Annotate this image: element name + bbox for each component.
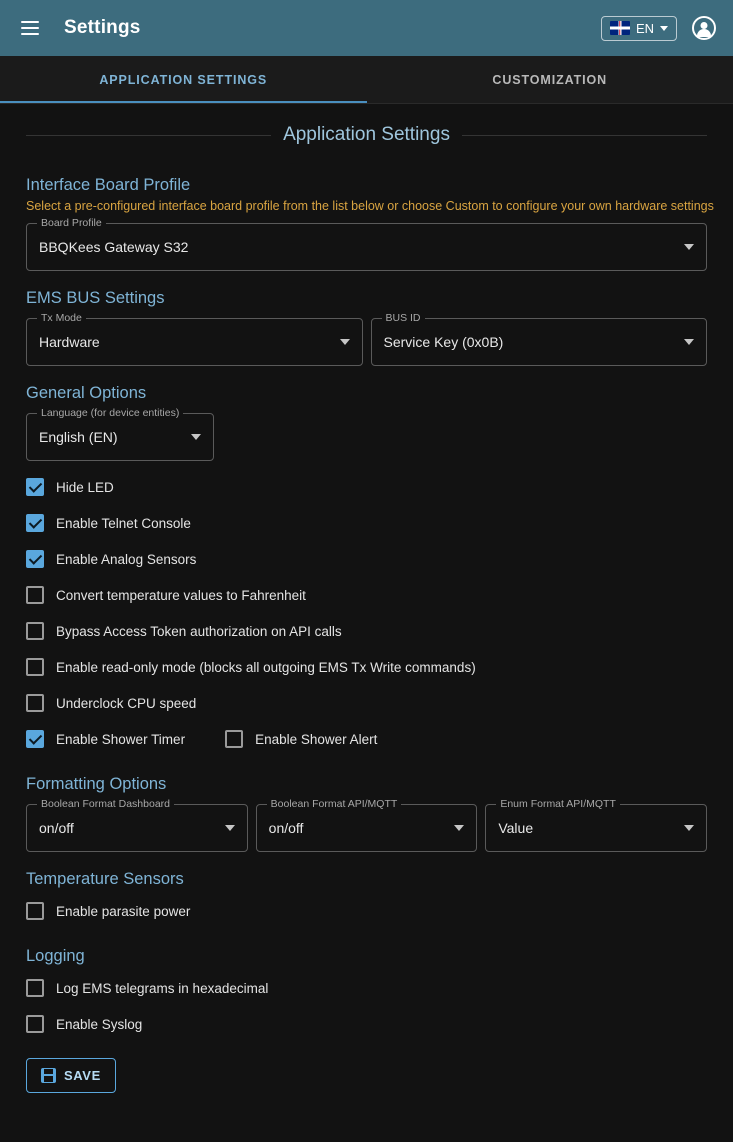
bus-id-legend: BUS ID: [382, 312, 425, 324]
tab-bar: [0, 56, 733, 104]
bus-id-value: Service Key (0x0B): [383, 334, 504, 350]
section-title-temperature-sensors: Temperature Sensors: [26, 870, 184, 888]
chevron-down-icon: [340, 339, 350, 345]
section-title-general-options: General Options: [26, 384, 147, 402]
chevron-down-icon: [684, 339, 694, 345]
checkbox-row-bypass-access-token[interactable]: [12, 613, 721, 649]
section-title-interface-board: Interface Board Profile: [26, 176, 191, 194]
boolean-format-api-legend: Boolean Format API/MQTT: [267, 798, 402, 810]
language-selector-label: EN: [635, 20, 654, 36]
checkbox-read-only-mode-label: Enable read-only mode (blocks all outgoing EMS Tx Write commands): [56, 659, 476, 675]
chevron-down-icon: [191, 434, 201, 440]
save-button[interactable]: [26, 1058, 116, 1093]
checkbox-enable-shower-timer-label: Enable Shower Timer: [56, 731, 186, 747]
checkbox-log-ems-telegrams-hex[interactable]: [26, 979, 44, 997]
tab-application-settings-label: APPLICATION SETTINGS: [99, 72, 268, 87]
formatting-options-row: [12, 798, 721, 852]
checkbox-bypass-access-token-label: Bypass Access Token authorization on API calls: [56, 623, 342, 639]
device-language-value: English (EN): [39, 429, 118, 445]
language-row: [12, 407, 721, 461]
chevron-down-icon: [225, 825, 235, 831]
checkbox-enable-shower-alert-label: Enable Shower Alert: [255, 731, 378, 747]
checkbox-row-enable-syslog[interactable]: [12, 1006, 721, 1042]
app-bar: [0, 0, 733, 56]
tx-mode-legend: Tx Mode: [37, 312, 86, 324]
boolean-format-api-value: on/off: [268, 820, 304, 836]
checkbox-read-only-mode[interactable]: [26, 658, 44, 676]
checkbox-row-hide-led[interactable]: [12, 469, 721, 505]
checkbox-enable-shower-timer[interactable]: [26, 730, 44, 748]
enum-format-api-value: Value: [498, 820, 534, 836]
tx-mode-value: Hardware: [39, 334, 100, 350]
ems-bus-row: [12, 312, 721, 366]
boolean-format-dashboard-legend: Boolean Format Dashboard: [37, 798, 174, 810]
checkbox-enable-telnet-console-label: Enable Telnet Console: [56, 515, 191, 531]
checkbox-row-log-hex[interactable]: [12, 970, 721, 1006]
section-title-formatting-options: Formatting Options: [26, 775, 167, 793]
bus-id-select[interactable]: [371, 312, 708, 366]
enum-format-api-legend: Enum Format API/MQTT: [496, 798, 620, 810]
checkbox-enable-parasite-power[interactable]: [26, 902, 44, 920]
app-title: Settings: [64, 17, 141, 38]
checkbox-bypass-access-token[interactable]: [26, 622, 44, 640]
enum-format-api-select[interactable]: [485, 798, 707, 852]
boolean-format-api-select[interactable]: [256, 798, 478, 852]
chevron-down-icon: [454, 825, 464, 831]
save-button-label: SAVE: [64, 1068, 101, 1083]
uk-flag-icon: [610, 21, 630, 35]
save-row: [12, 1042, 721, 1093]
chevron-down-icon: [684, 825, 694, 831]
divider-right: [462, 135, 707, 136]
save-disk-icon: [41, 1068, 56, 1083]
checkbox-convert-fahrenheit-label: Convert temperature values to Fahrenheit: [56, 587, 306, 603]
language-selector-button[interactable]: [601, 16, 677, 41]
checkbox-enable-syslog-label: Enable Syslog: [56, 1016, 143, 1032]
chevron-down-icon: [660, 26, 668, 31]
checkbox-enable-analog-sensors-label: Enable Analog Sensors: [56, 551, 197, 567]
board-profile-value: BBQKees Gateway S32: [39, 239, 189, 255]
board-profile-legend: Board Profile: [37, 217, 106, 229]
device-language-select[interactable]: [26, 407, 214, 461]
section-title-ems-bus: EMS BUS Settings: [26, 289, 165, 307]
tx-mode-select[interactable]: [26, 312, 363, 366]
checkbox-enable-parasite-power-label: Enable parasite power: [56, 903, 191, 919]
checkbox-row-underclock-cpu[interactable]: [12, 685, 721, 721]
checkbox-row-enable-telnet-console[interactable]: [12, 505, 721, 541]
checkbox-row-read-only-mode[interactable]: [12, 649, 721, 685]
settings-content: [0, 104, 733, 1142]
board-profile-select[interactable]: [26, 217, 707, 271]
boolean-format-dashboard-value: on/off: [39, 820, 74, 836]
divider-left: [26, 135, 271, 136]
checkbox-row-parasite-power[interactable]: [12, 893, 721, 929]
tab-application-settings[interactable]: [0, 56, 367, 103]
chevron-down-icon: [684, 244, 694, 250]
account-circle-icon[interactable]: [687, 11, 721, 45]
tab-customization[interactable]: [367, 56, 733, 103]
checkbox-enable-telnet-console[interactable]: [26, 514, 44, 532]
checkbox-row-shower: [12, 721, 721, 757]
checkbox-row-convert-fahrenheit[interactable]: [12, 577, 721, 613]
checkbox-row-enable-analog-sensors[interactable]: [12, 541, 721, 577]
device-language-legend: Language (for device entities): [37, 407, 183, 419]
checkbox-log-ems-telegrams-hex-label: Log EMS telegrams in hexadecimal: [56, 980, 269, 996]
checkbox-hide-led-label: Hide LED: [56, 479, 114, 495]
checkbox-underclock-cpu[interactable]: [26, 694, 44, 712]
board-profile-row: [12, 217, 721, 271]
checkbox-hide-led[interactable]: [26, 478, 44, 496]
checkbox-underclock-cpu-label: Underclock CPU speed: [56, 695, 197, 711]
section-title-logging: Logging: [26, 947, 85, 965]
tab-customization-label: CUSTOMIZATION: [492, 72, 608, 87]
section-description-interface-board: Select a pre-configured interface board profile from the list below or choose Custom to configure your own hardware settings: [26, 199, 714, 213]
page-title: Application Settings: [283, 124, 450, 145]
hamburger-menu-icon[interactable]: [12, 10, 48, 46]
checkbox-convert-fahrenheit[interactable]: [26, 586, 44, 604]
checkbox-enable-shower-alert[interactable]: [225, 730, 243, 748]
checkbox-enable-analog-sensors[interactable]: [26, 550, 44, 568]
checkbox-enable-syslog[interactable]: [26, 1015, 44, 1033]
boolean-format-dashboard-select[interactable]: [26, 798, 248, 852]
page-title-row: [12, 104, 721, 158]
